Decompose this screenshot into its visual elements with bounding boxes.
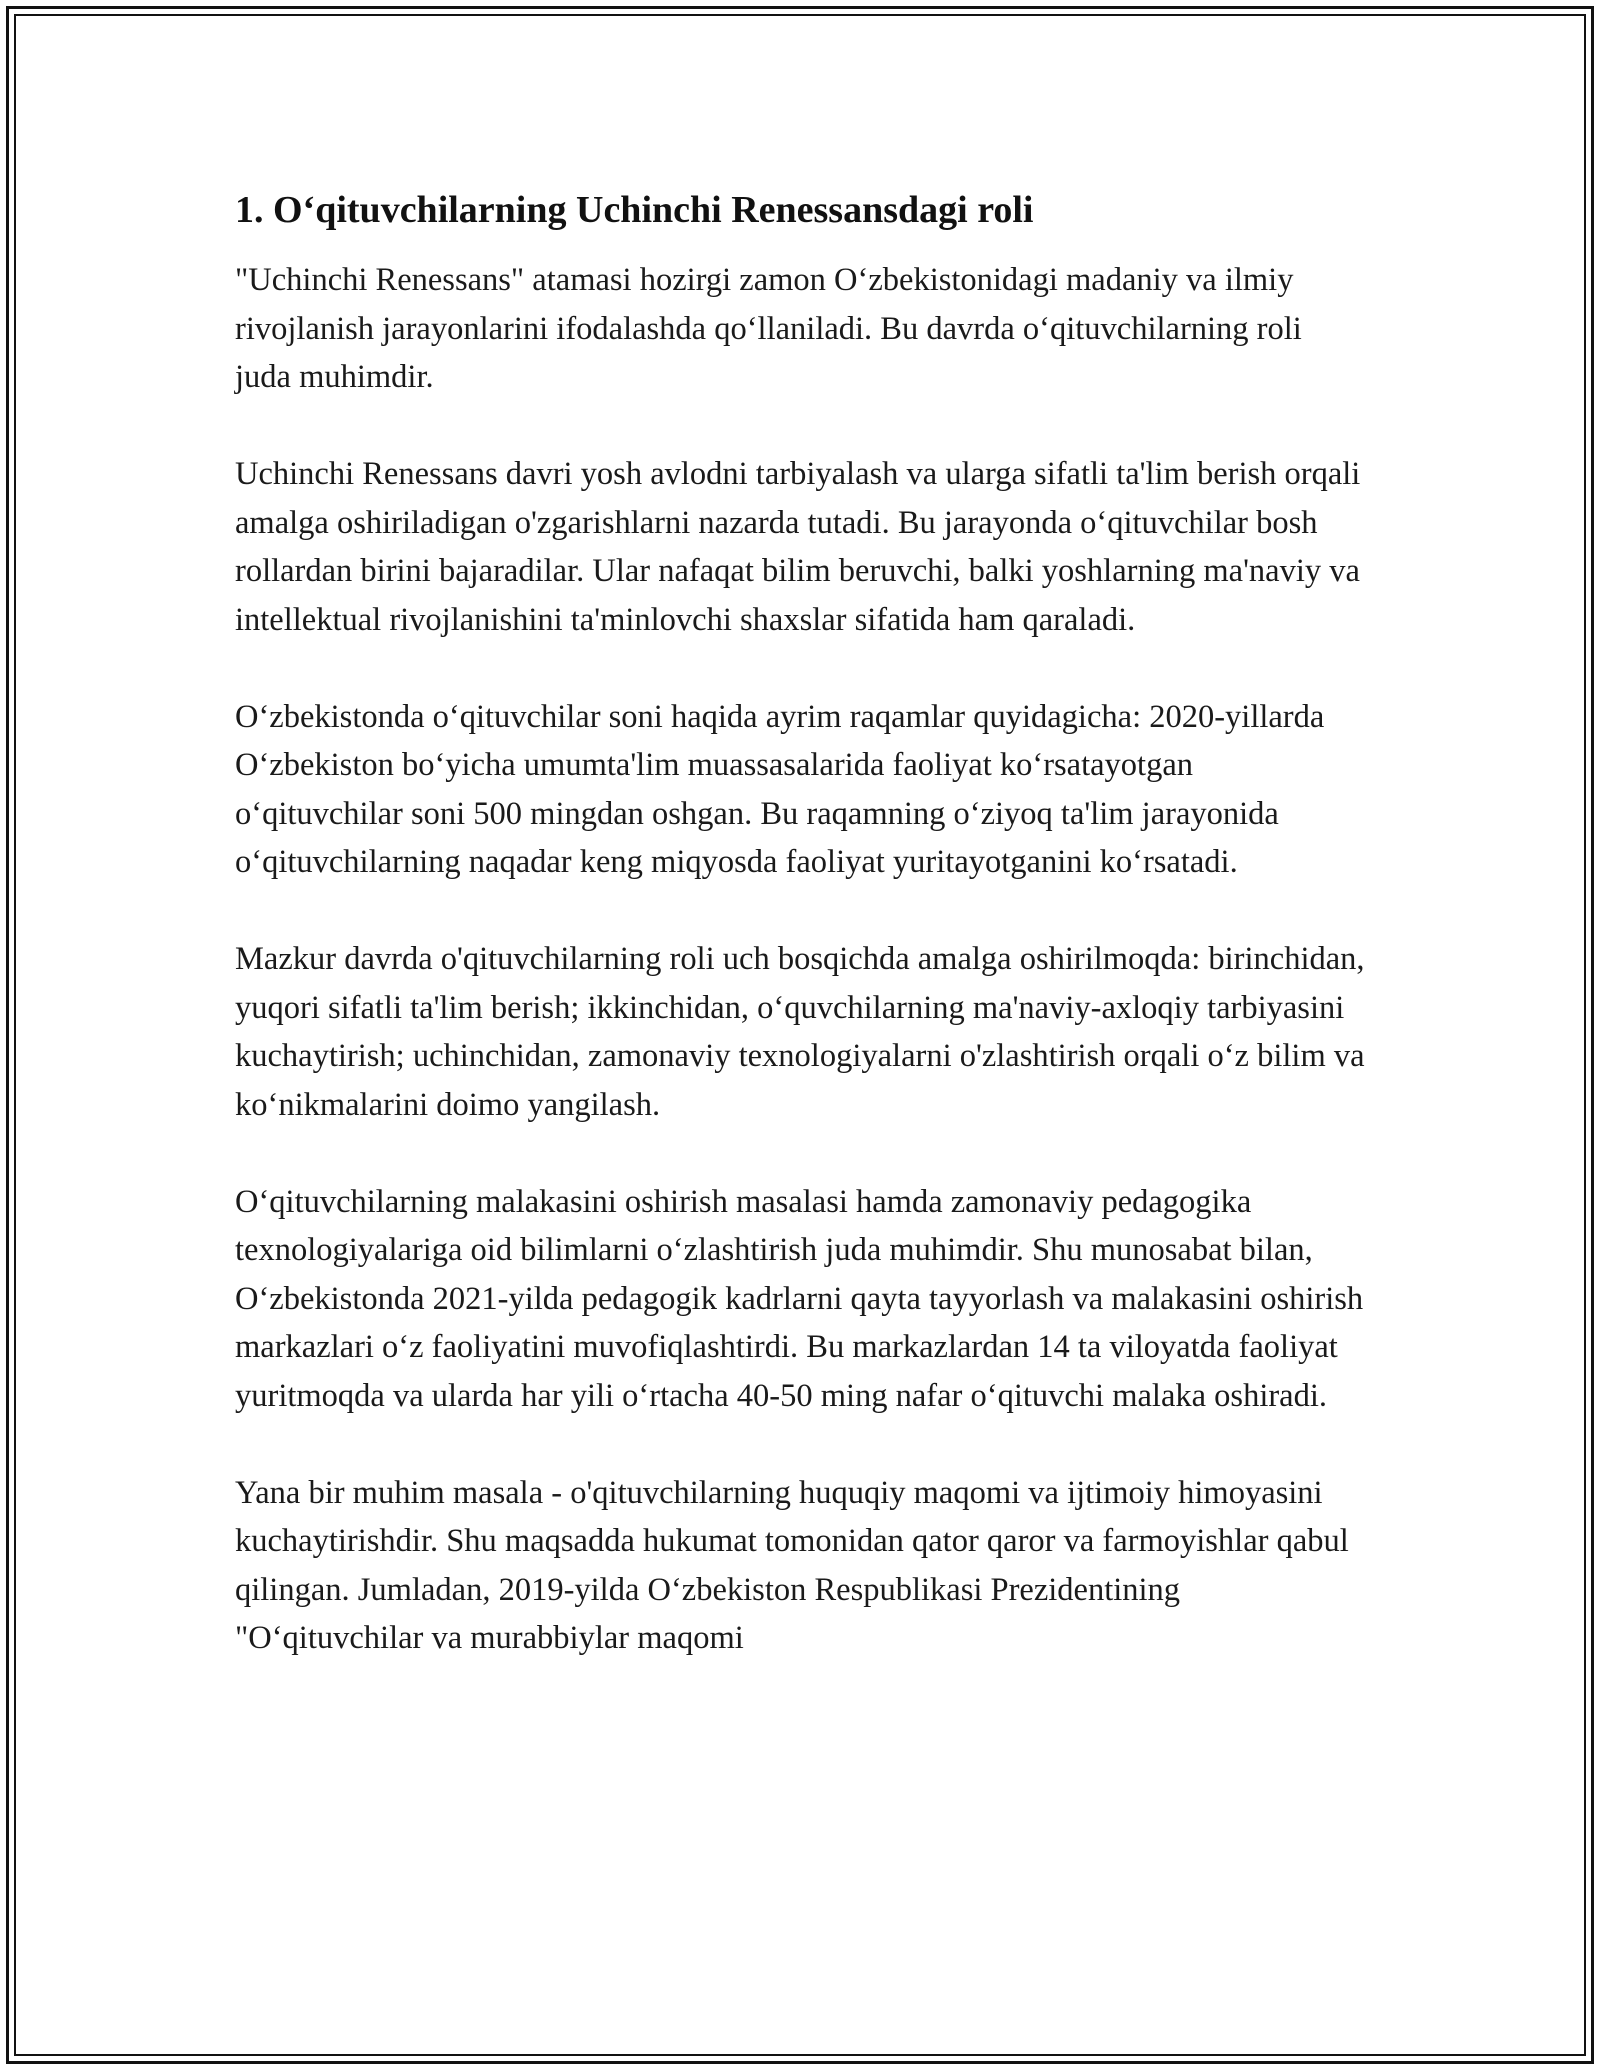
paragraph-qualification: O‘qituvchilarning malakasini oshirish masalasi hamda zamonaviy pedagogika texnologiyalariga oid bilimlarni o‘zlashtirish juda muhimdir. Shu munosabat bilan, O‘zbekistonda 2021-yilda pedagogik kadrlarni qayta tayyorlash va malakasini oshirish markazlari o‘z faoliyatini muvofiqlashtirdi. Bu markazlardan 14 ta viloyatda faoliyat yuritmoqda va ularda har yili o‘rtacha 40-50 ming nafar o‘qituvchi malaka oshiradi.	[235, 1183, 1364, 1414]
document-body	[235, 180, 1365, 1663]
paragraph-teacher-statistics: O‘zbekistonda o‘qituvchilar soni haqida ayrim raqamlar quyidagicha: 2020-yillarda O‘zbekiston bo‘yicha umumta'lim muassasalarida faoliyat ko‘rsatayotgan o‘qituvchilar soni 500 mingdan oshgan. Bu raqamning o‘ziyoq ta'lim jarayonida o‘qituvchilarning naqadar keng miqyosda faoliyat yuritayotganini ko‘rsatadi.	[235, 698, 1325, 880]
section-heading: 1. O‘qituvchilarning Uchinchi Renessansdagi roli	[235, 189, 1034, 231]
paragraph-renaissance-period: Uchinchi Renessans davri yosh avlodni tarbiyalash va ularga sifatli ta'lim berish orqali amalga oshiriladigan o'zgarishlarni nazarda tutadi. Bu jarayonda o‘qituvchilar bosh rollardan birini bajaradilar. Ular nafaqat bilim beruvchi, balki yoshlarning ma'naviy va intellektual rivojlanishini ta'minlovchi shaxslar sifatida ham qaraladi.	[235, 456, 1361, 638]
paragraph-intro: "Uchinchi Renessans" atamasi hozirgi zamon O‘zbekistonidagi madaniy va ilmiy rivojlanish jarayonlarini ifodalashda qo‘llaniladi. Bu davrda o‘qituvchilarning roli juda muhimdir.	[235, 262, 1302, 395]
paragraph-legal-status: Yana bir muhim masala - o'qituvchilarning huquqiy maqomi va ijtimoiy himoyasini kuchaytirishdir. Shu maqsadda hukumat tomonidan qator qaror va farmoyishlar qabul qilingan. Jumladan, 2019-yilda O‘zbekiston Respublikasi Prezidentining "O‘qituvchilar va murabbiylar maqomi	[235, 1474, 1349, 1656]
paragraph-three-stages: Mazkur davrda o'qituvchilarning roli uch bosqichda amalga oshirilmoqda: birinchidan, yuqori sifatli ta'lim berish; ikkinchidan, o‘quvchilarning ma'naviy-axloqiy tarbiyasini kuchaytirish; uchinchidan, zamonaviy texnologiyalarni o'zlashtirish orqali o‘z bilim va ko‘nikmalarini doimo yangilash.	[235, 941, 1365, 1123]
